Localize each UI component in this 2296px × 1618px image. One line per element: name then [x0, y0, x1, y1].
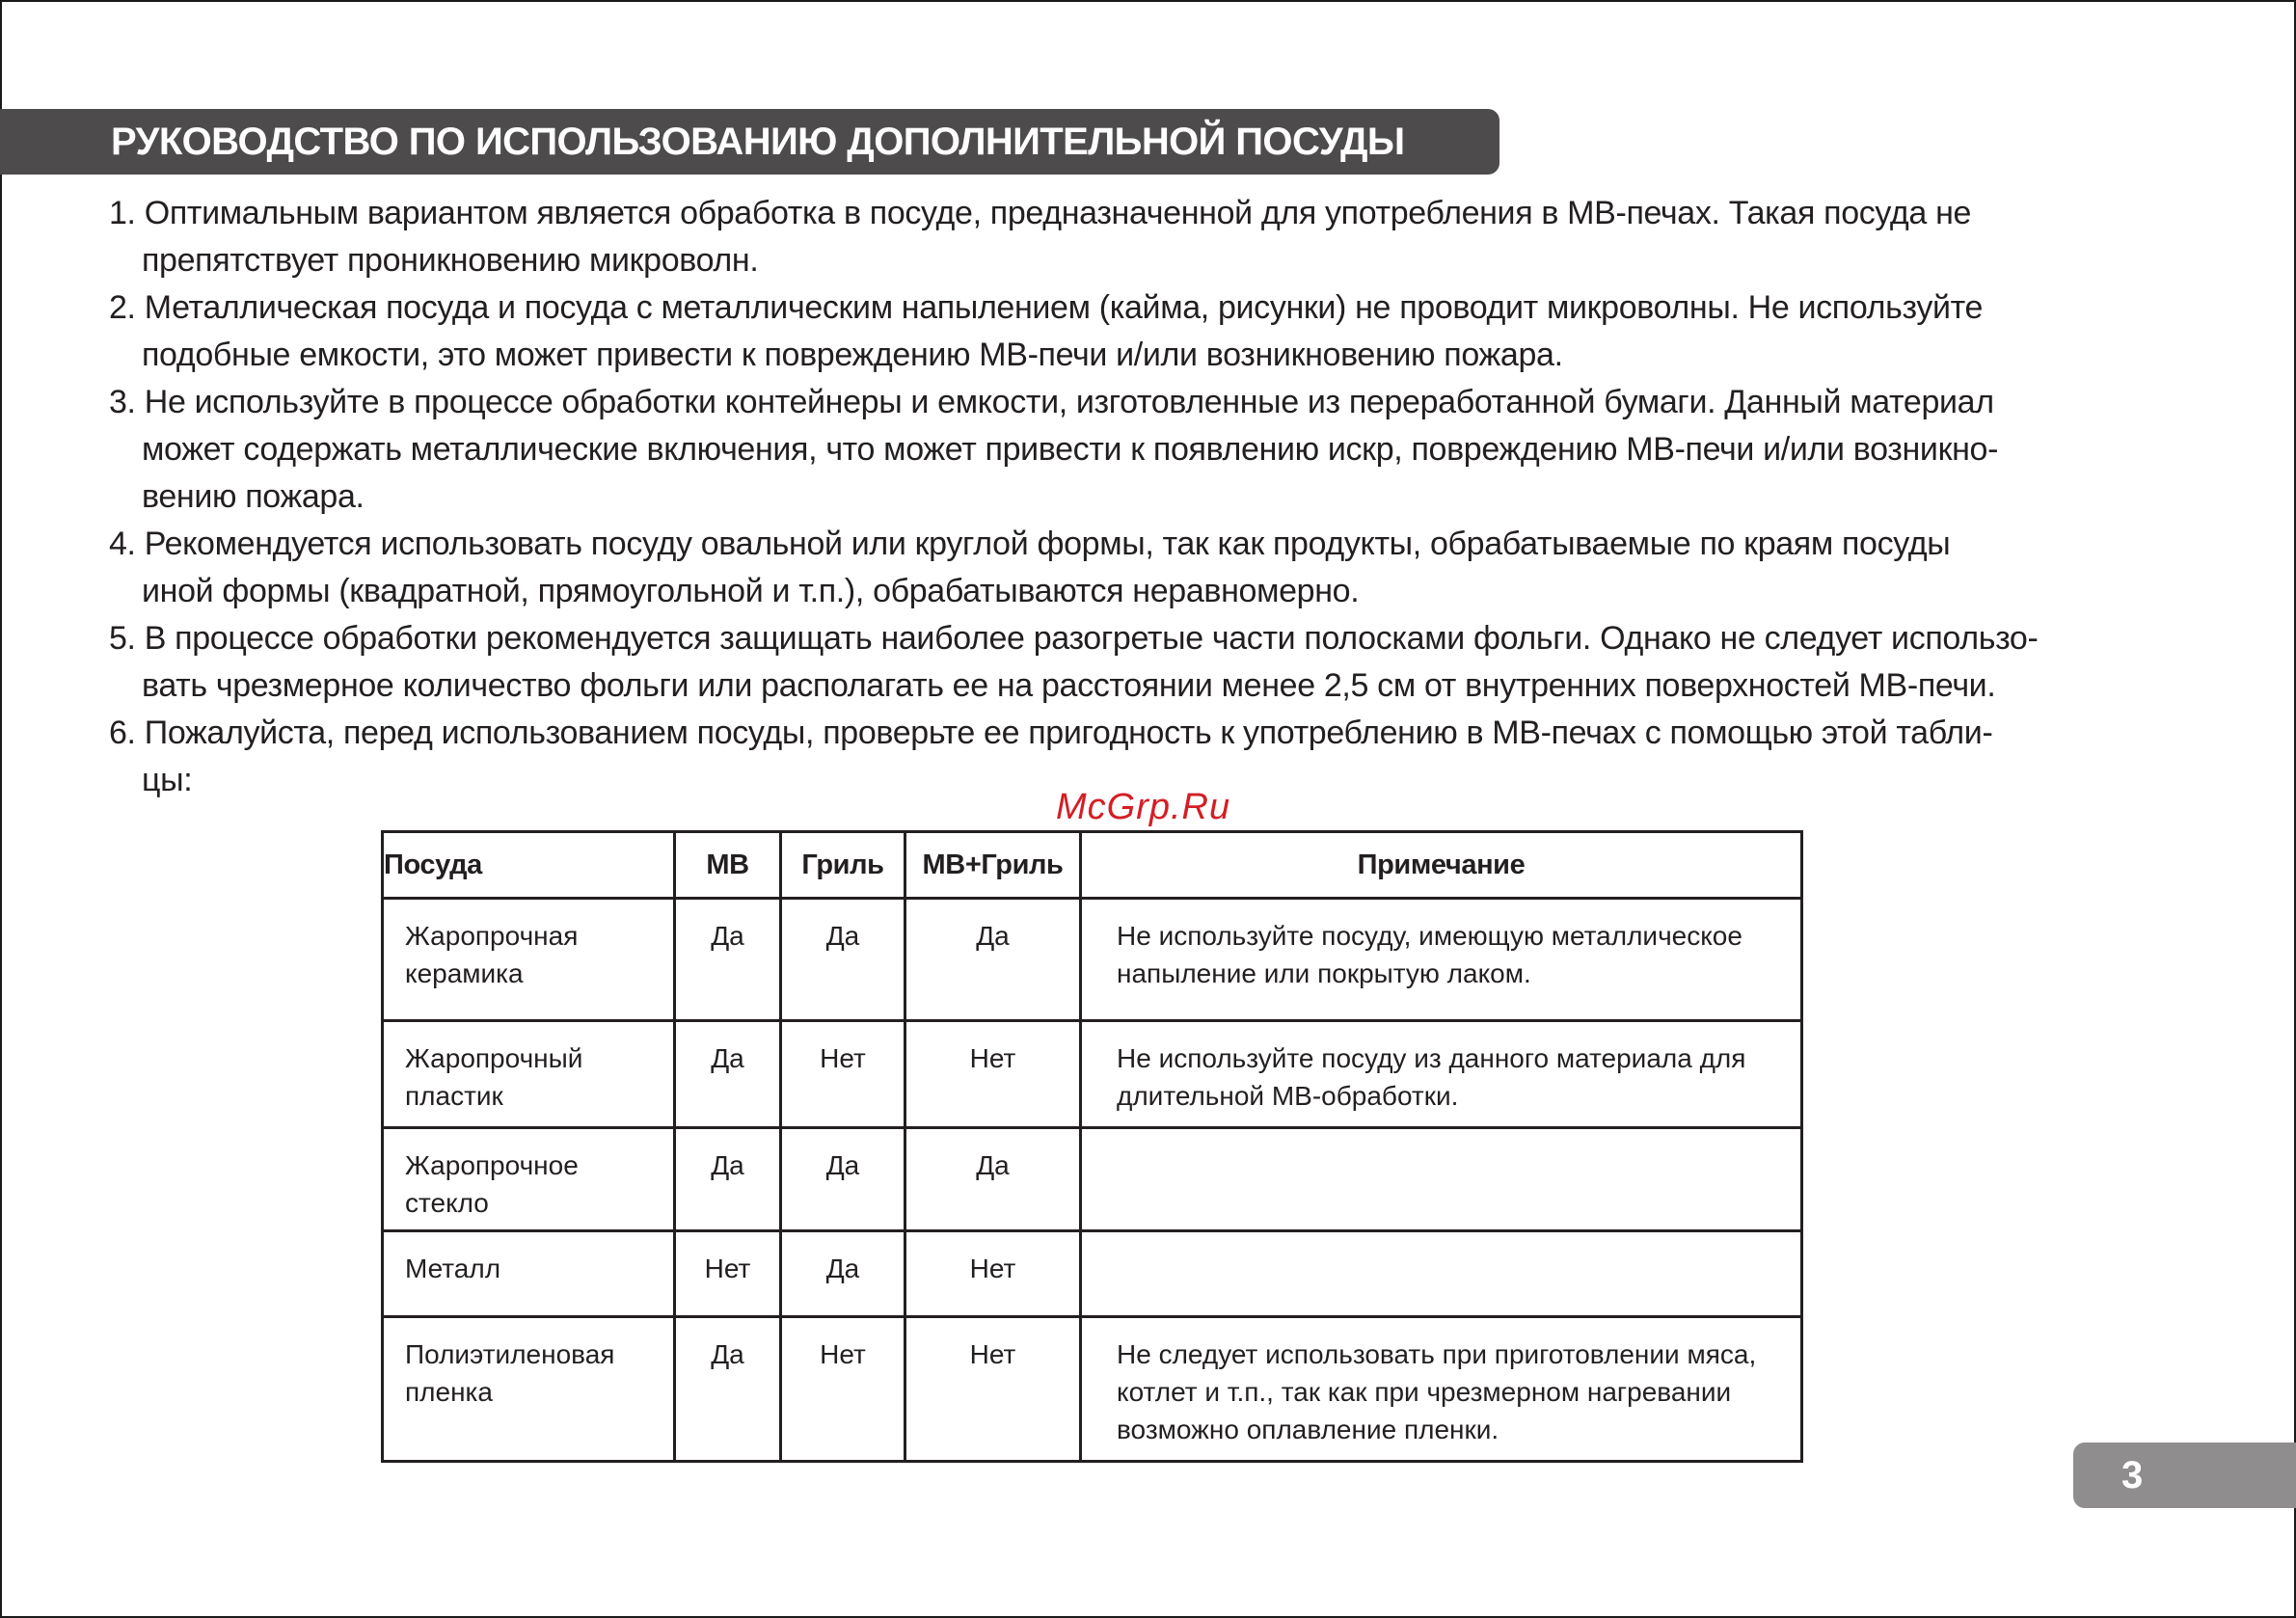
cookware-name: Жаропрочное: [405, 1150, 579, 1180]
instruction-line: 1. Оптимальным вариантом является обработка в посуде, предназначенной для употребления в МВ-печах. Такая посуда не: [109, 195, 1972, 231]
instruction-item-5: [109, 615, 2211, 710]
instruction-line: вению пожара.: [142, 478, 365, 515]
cell-cookware: [383, 899, 675, 1021]
table-row: [383, 1317, 1802, 1462]
instruction-line: может содержать металлические включения, что может привести к появлению искр, повреждению МВ-печи и/или возникно-: [142, 431, 1999, 468]
instruction-line: препятствует проникновению микроволн.: [142, 242, 759, 279]
cell-cookware: [383, 1021, 675, 1128]
cell-grill: Нет: [781, 1021, 905, 1128]
page-number: 3: [2121, 1454, 2144, 1497]
cell-grill: Нет: [781, 1317, 905, 1462]
table-row: [383, 899, 1802, 1021]
instruction-line: цы:: [142, 762, 193, 798]
instruction-item-2: [109, 284, 2211, 379]
note-line: возможно оплавление пленки.: [1117, 1415, 1499, 1444]
instruction-item-3: [109, 379, 2211, 521]
instruction-line: 3. Не используйте в процессе обработки контейнеры и емкости, изготовленные из переработанной бумаги. Данный материал: [109, 384, 1994, 420]
cookware-name: пластик: [405, 1081, 503, 1111]
instruction-item-1: [109, 190, 2211, 284]
instruction-item-4: [109, 521, 2211, 615]
cell-grill: Да: [781, 899, 905, 1021]
cell-note: [1081, 1231, 1802, 1317]
instruction-line: 6. Пожалуйста, перед использованием посуды, проверьте ее пригодность к употреблению в МВ-печах с помощью этой табли-: [109, 715, 1993, 751]
cookware-name: стекло: [405, 1188, 489, 1218]
header-grill: Гриль: [781, 832, 905, 899]
cell-grill: Да: [781, 1128, 905, 1231]
cell-note: [1081, 1128, 1802, 1231]
cell-cookware: [383, 1317, 675, 1462]
instruction-line: иной формы (квадратной, прямоугольной и т.п.), обрабатываются неравномерно.: [142, 573, 1360, 609]
cell-mw: Нет: [675, 1231, 781, 1317]
instruction-line: 2. Металлическая посуда и посуда с металлическим напылением (кайма, рисунки) не проводит микроволны. Не используйте: [109, 289, 1984, 326]
cell-mw-grill: Да: [905, 1128, 1081, 1231]
cell-grill: Да: [781, 1231, 905, 1317]
table-row: [383, 1231, 1802, 1317]
section-title: РУКОВОДСТВО ПО ИСПОЛЬЗОВАНИЮ ДОПОЛНИТЕЛЬНОЙ ПОСУДЫ: [111, 121, 1405, 163]
instruction-line: вать чрезмерное количество фольги или располагать ее на расстоянии менее 2,5 см от внутренних поверхностей МВ-печи.: [142, 667, 1996, 704]
cell-mw: Да: [675, 1317, 781, 1462]
note-line: котлет и т.п., так как при чрезмерном нагревании: [1117, 1377, 1732, 1407]
cell-cookware: [383, 1231, 675, 1317]
table-row: [383, 1128, 1802, 1231]
cookware-name: керамика: [405, 958, 524, 988]
table-row: [383, 1021, 1802, 1128]
cell-mw: Да: [675, 1128, 781, 1231]
instructions-list: [109, 190, 2211, 804]
cell-cookware: [383, 1128, 675, 1231]
cell-note: [1081, 899, 1802, 1021]
note-line: Не следует использовать при приготовлении мяса,: [1117, 1339, 1757, 1369]
table-header-row: [383, 832, 1802, 899]
cell-mw: Да: [675, 899, 781, 1021]
header-mw-grill: МВ+Гриль: [905, 832, 1081, 899]
note-line: Не используйте посуду, имеющую металлическое: [1117, 921, 1742, 951]
cell-note: [1081, 1021, 1802, 1128]
cookware-compatibility-table: [381, 830, 1803, 1463]
header-mw: МВ: [675, 832, 781, 899]
cookware-name: Жаропрочный: [405, 1043, 583, 1073]
header-note: Примечание: [1081, 832, 1802, 899]
cookware-name: Полиэтиленовая: [405, 1339, 615, 1369]
cell-mw: Да: [675, 1021, 781, 1128]
note-line: длительной МВ-обработки.: [1117, 1081, 1459, 1111]
instruction-line: 4. Рекомендуется использовать посуду овальной или круглой формы, так как продукты, обрабатываемые по краям посуды: [109, 526, 1951, 562]
page-number-badge: [2073, 1443, 2296, 1508]
section-title-bar: [0, 109, 1499, 175]
cookware-name: пленка: [405, 1377, 493, 1407]
cell-mw-grill: Да: [905, 899, 1081, 1021]
cell-note: [1081, 1317, 1802, 1462]
cookware-name: Жаропрочная: [405, 921, 579, 951]
watermark-link[interactable]: McGrp.Ru: [1056, 787, 1231, 827]
cell-mw-grill: Нет: [905, 1231, 1081, 1317]
note-line: напыление или покрытую лаком.: [1117, 958, 1531, 988]
note-line: Не используйте посуду из данного материала для: [1117, 1043, 1746, 1073]
instruction-line: подобные емкости, это может привести к повреждению МВ-печи и/или возникновению пожара.: [142, 337, 1563, 373]
cookware-name: Металл: [405, 1254, 501, 1283]
header-cookware: Посуда: [383, 832, 675, 899]
cell-mw-grill: Нет: [905, 1021, 1081, 1128]
cell-mw-grill: Нет: [905, 1317, 1081, 1462]
instruction-line: 5. В процессе обработки рекомендуется защищать наиболее разогретые части полосками фольги. Однако не следует использо-: [109, 620, 2039, 657]
